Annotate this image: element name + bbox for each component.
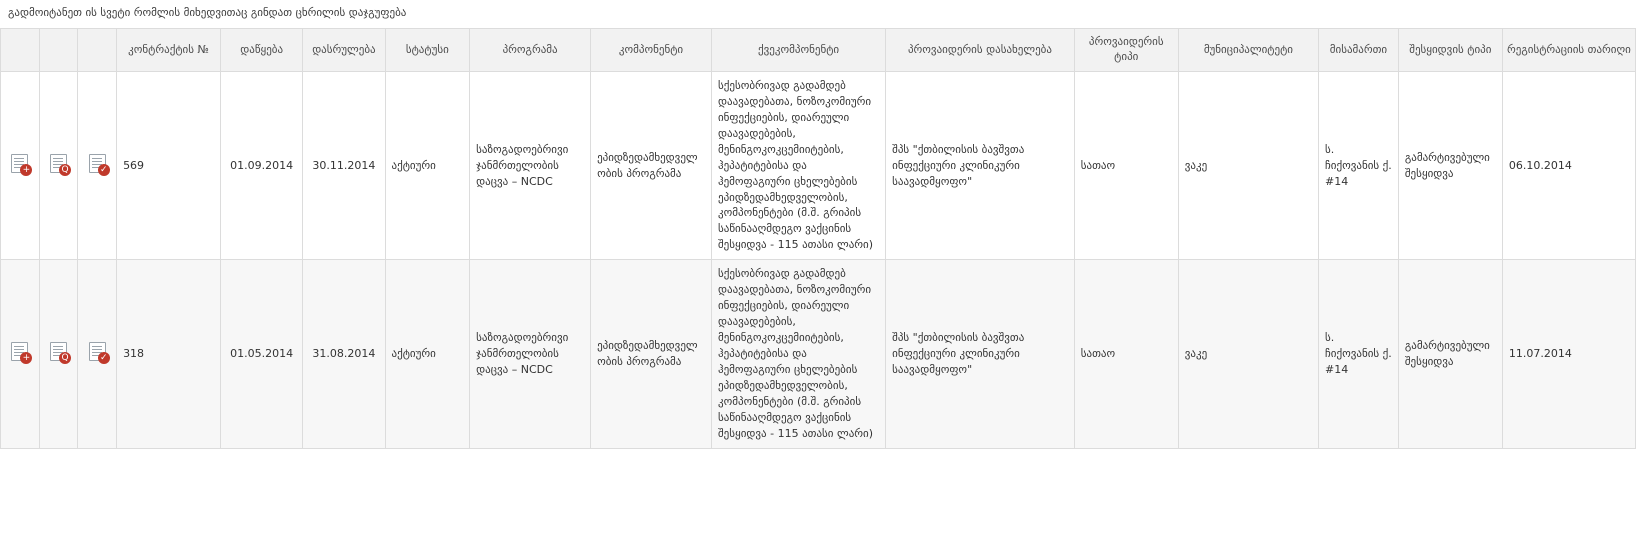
document-add-icon[interactable] [11, 342, 31, 363]
cell-component: ეპიდზედამხედველობის პროგრამა [591, 260, 712, 448]
document-edit-badge: ✓ [98, 164, 110, 176]
cell-start-date: 01.09.2014 [221, 71, 303, 259]
cell-municipality: ვაკე [1178, 260, 1318, 448]
cell-address: ს. ჩიქოვანის ქ. #14 [1319, 71, 1399, 259]
cell-status: აქტიური [385, 71, 470, 259]
document-search-badge: Q [59, 352, 71, 364]
column-header-address[interactable]: მისამართი [1319, 29, 1399, 72]
cell-contract-no: 318 [117, 260, 221, 448]
column-header-status[interactable]: სტატუსი [385, 29, 470, 72]
column-header-contract-type[interactable]: შესყიდვის ტიპი [1398, 29, 1502, 72]
cell-end-date: 30.11.2014 [303, 71, 385, 259]
row-edit-action[interactable] [78, 71, 117, 259]
cell-reg-date: 11.07.2014 [1502, 260, 1635, 448]
column-header-component[interactable]: კომპონენტი [591, 29, 712, 72]
cell-provider-type: სათაო [1074, 260, 1178, 448]
column-header-reg-date[interactable]: რეგისტრაციის თარიღი [1502, 29, 1635, 72]
table-header-row [1, 29, 1636, 72]
cell-status: აქტიური [385, 260, 470, 448]
row-add-action[interactable] [1, 260, 40, 448]
column-header-contract-no[interactable]: კონტრაქტის № [117, 29, 221, 72]
document-edit-icon[interactable] [89, 154, 106, 173]
cell-municipality: ვაკე [1178, 71, 1318, 259]
cell-contract-no: 569 [117, 71, 221, 259]
cell-provider-name: შპს "ქთბილისის ბავშვთა ინფექციური კლინიკური საავადმყოფო" [886, 71, 1075, 259]
column-header-icon3[interactable] [78, 29, 117, 72]
column-header-end-date[interactable]: დასრულება [303, 29, 385, 72]
column-header-municipality[interactable]: მუნიციპალიტეტი [1178, 29, 1318, 72]
cell-start-date: 01.05.2014 [221, 260, 303, 448]
column-header-icon1[interactable] [1, 29, 40, 72]
document-edit-icon[interactable] [89, 342, 106, 361]
document-edit-badge: ✓ [98, 352, 110, 364]
row-view-action[interactable] [39, 260, 78, 448]
row-edit-action[interactable] [78, 260, 117, 448]
document-add-badge: + [20, 352, 32, 364]
cell-contract-type: გამარტივებული შესყიდვა [1398, 71, 1502, 259]
cell-contract-type: გამარტივებული შესყიდვა [1398, 260, 1502, 448]
column-header-subcomponent[interactable]: ქვეკომპონენტი [711, 29, 885, 72]
column-header-icon2[interactable] [39, 29, 78, 72]
document-search-badge: Q [59, 164, 71, 176]
column-header-provider-type[interactable]: პროვაიდერის ტიპი [1074, 29, 1178, 72]
cell-subcomponent: სქესობრივად გადამდებ დაავადებათა, ნოზოკომიური ინფექციების, დიარეული დაავადებების, მენინგოკოკცემიიტების, ჰეპატიტებისა და ჰემოფაგიური ცხელებების ეპიდზედამხედველობის, კომპონენტები (მ.შ. გრიპის საწინააღმდეგო ვაქცინის შესყიდვა - 115 ათასი ლარი) [711, 71, 885, 259]
cell-provider-type: სათაო [1074, 71, 1178, 259]
column-header-start-date[interactable]: დაწყება [221, 29, 303, 72]
document-add-icon[interactable] [11, 154, 31, 175]
cell-subcomponent: სქესობრივად გადამდებ დაავადებათა, ნოზოკომიური ინფექციების, დიარეული დაავადებების, მენინგოკოკცემიიტების, ჰეპატიტებისა და ჰემოფაგიური ცხელებების ეპიდზედამხედველობის, კომპონენტები (მ.შ. გრიპის საწინააღმდეგო ვაქცინის შესყიდვა - 115 ათასი ლარი) [711, 260, 885, 448]
row-add-action[interactable] [1, 71, 40, 259]
cell-component: ეპიდზედამხედველობის პროგრამა [591, 71, 712, 259]
document-search-icon[interactable] [50, 154, 67, 173]
group-by-hint: გადმოიტანეთ ის სვეტი რომლის მიხედვითაც გინდათ ცხრილის დაჯგუფება [8, 6, 407, 19]
cell-program: საზოგადოებრივი ჯანმრთელობის დაცვა – NCDC [470, 71, 591, 259]
cell-end-date: 31.08.2014 [303, 260, 385, 448]
cell-program: საზოგადოებრივი ჯანმრთელობის დაცვა – NCDC [470, 260, 591, 448]
cell-reg-date: 06.10.2014 [1502, 71, 1635, 259]
column-header-provider-name[interactable]: პროვაიდერის დასახელება [886, 29, 1075, 72]
cell-address: ს. ჩიქოვანის ქ. #14 [1319, 260, 1399, 448]
document-add-badge: + [20, 164, 32, 176]
table-row [1, 71, 1636, 259]
document-search-icon[interactable] [50, 342, 67, 361]
column-header-program[interactable]: პროგრამა [470, 29, 591, 72]
cell-provider-name: შპს "ქთბილისის ბავშვთა ინფექციური კლინიკური საავადმყოფო" [886, 260, 1075, 448]
row-view-action[interactable] [39, 71, 78, 259]
table-row [1, 260, 1636, 448]
contracts-table [0, 28, 1636, 448]
